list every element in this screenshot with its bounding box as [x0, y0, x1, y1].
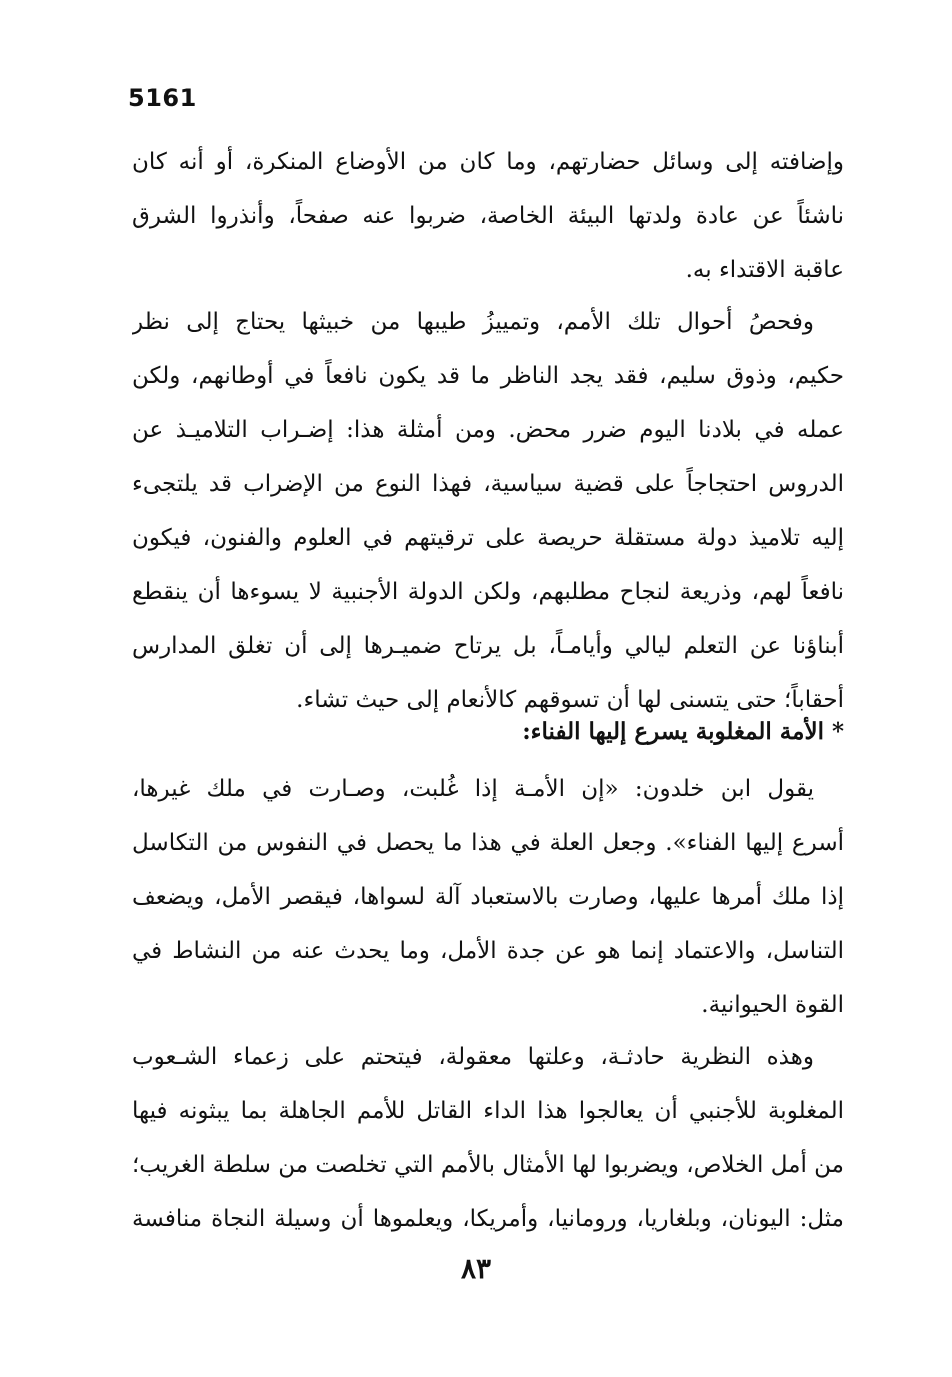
- heading-text: الأمة المغلوبة يسرع إليها الفناء:: [522, 718, 824, 745]
- text-line: عاقبة الاقتداء به.: [685, 257, 844, 283]
- text-line: إذا ملك أمرها عليها، وصارت بالاستعباد آلة لسواها، فيقصر الأمل، ويضعف: [132, 884, 844, 910]
- text-line: وإضافته إلى وسائل حضارتهم، وما كان من الأوضاع المنكرة، أو أنه كان: [132, 149, 844, 175]
- text-line: إليه تلاميذ دولة مستقلة حريصة على ترقيتهم في العلوم والفنون، فيكون: [132, 525, 844, 551]
- paragraph-4: [132, 1030, 844, 1246]
- text-line: وهذه النظرية حادثـة، وعلتها معقولة، فيتحتم على زعماء الشـعوب: [132, 1044, 814, 1070]
- text-line: نافعاً لهم، وذريعة لنجاح مطلبهم، ولكن الدولة الأجنبية لا يسوءها أن ينقطع: [132, 579, 844, 605]
- text-line: القوة الحيوانية.: [701, 992, 844, 1018]
- text-line: حكيم، وذوق سليم، فقد يجد الناظر ما قد يكون نافعاً في أوطانهم، ولكن: [132, 363, 844, 389]
- paragraph-3: [132, 762, 844, 1032]
- text-line: عمله في بلادنا اليوم ضرر محض. ومن أمثلة هذا: إضـراب التلاميـذ عن: [132, 417, 844, 443]
- heading-marker: *: [831, 718, 844, 745]
- text-line: أسرع إليها الفناء». وجعل العلة في هذا ما يحصل في النفوس من التكاسل: [132, 830, 844, 856]
- text-line: التناسل، والاعتماد إنما هو عن جدة الأمل، وما يحدث عنه من النشاط في: [132, 938, 844, 964]
- text-line: ناشئاً عن عادة ولدتها البيئة الخاصة، ضربوا عنه صفحاً، وأنذروا الشرق: [132, 203, 844, 229]
- text-line: أحقاباً؛ حتى يتسنى لها أن تسوقهم كالأنعام إلى حيث تشاء.: [296, 687, 844, 713]
- text-line: أبناؤنا عن التعلم ليالي وأيامـاً، بل يرتاح ضميـرها إلى أن تغلق المدارس: [132, 633, 844, 659]
- section-heading: [132, 705, 844, 759]
- text-line: يقول ابن خلدون: «إن الأمـة إذا غُلبت، وصـارت في ملك غيرها،: [132, 776, 814, 802]
- text-line: الدروس احتجاجاً على قضية سياسية، فهذا النوع من الإضراب قد يلتجىء: [132, 471, 844, 497]
- text-line: من أمل الخلاص، ويضربوا لها الأمثال بالأمم التي تخلصت من سلطة الغريب؛: [132, 1152, 844, 1178]
- page-id: 5161: [128, 84, 197, 112]
- paragraph-1: [132, 135, 844, 297]
- text-line: المغلوبة للأجنبي أن يعالجوا هذا الداء القاتل للأمم الجاهلة بما يبثونه فيها: [132, 1098, 844, 1124]
- paragraph-2: [132, 295, 844, 727]
- text-line: مثل: اليونان، وبلغاريا، ورومانيا، وأمريكا، ويعلموها أن وسيلة النجاة منافسة: [132, 1206, 844, 1232]
- page-number: ٨٣: [460, 1252, 492, 1285]
- text-line: وفحصُ أحوال تلك الأمم، وتمييزُ طيبها من خبيثها يحتاج إلى نظر: [132, 309, 814, 335]
